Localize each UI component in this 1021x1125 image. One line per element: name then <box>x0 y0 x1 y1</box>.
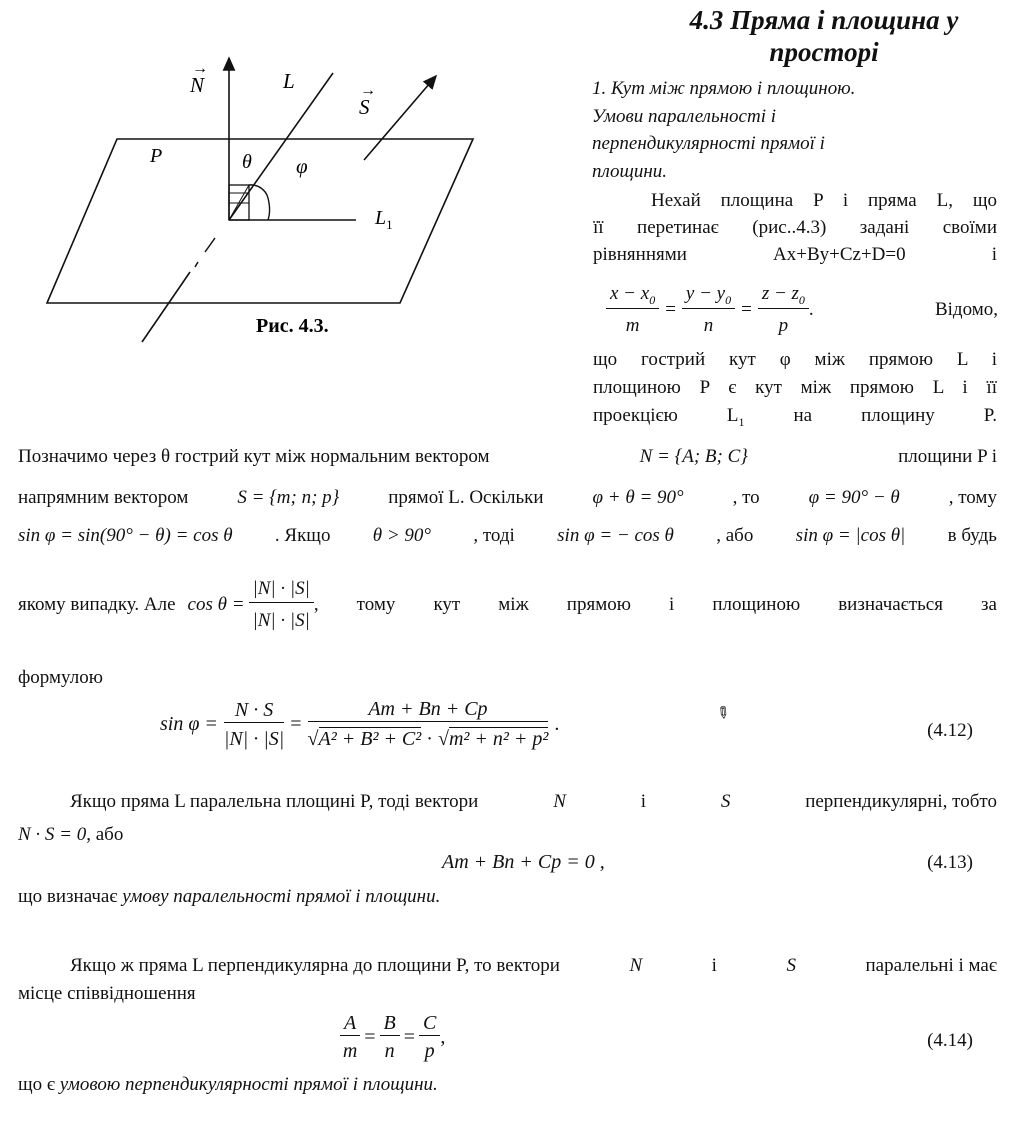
label-l1: $L_1$ <box>375 207 393 232</box>
plane-p <box>47 139 473 303</box>
para5: що є умовою перпендикулярності прямої і площини. <box>18 1074 438 1095</box>
section-title <box>650 4 998 68</box>
para1-line5: формулою <box>18 667 103 688</box>
frac-x: $\frac{x - x_0}{m}$ <box>606 283 659 337</box>
canonical-equation: $\frac{x - x_0}{m}$ = $\frac{y - y_0}{n}$ = $\frac{z - z_0}{p}$ . Відомо, <box>606 283 998 337</box>
subtitle-line: перпендикулярності прямої і <box>592 133 825 154</box>
figure-4-3 <box>0 40 560 360</box>
para3: що визначає умову паралельності прямої і площини. <box>18 886 441 907</box>
svg-text:→: → <box>192 60 208 77</box>
label-s: S <box>359 95 370 119</box>
right-column-text-2 <box>593 346 997 436</box>
subtitle-line: 1. Кут між прямою і площиною. <box>592 78 856 99</box>
label-l: L <box>283 69 295 93</box>
label-n: N <box>190 73 205 97</box>
frac-y: $\frac{y - y_0}{n}$ <box>682 283 735 337</box>
para1-line1: Позначимо через θ гострий кут між нормальним вектором N = {A; B; C} площини P і <box>18 446 997 467</box>
subtitle-line: площини. <box>592 160 668 182</box>
right-line-1: Нехай площина P і пряма L, що <box>651 190 997 211</box>
line-l-lower <box>205 238 215 252</box>
subtitle-line: Умови паралельності і <box>592 105 776 127</box>
section-title-line1: 4.3 Пряма і площина у <box>689 5 959 35</box>
right-line-2: її перетинає (рис..4.3) задані своїми <box>593 217 997 238</box>
equation-4-13: Am + Bn + Cp = 0 , <box>442 851 605 873</box>
eq412-frac1: $\frac{N \cdot S}{|N| \cdot |S|}$ <box>223 698 285 750</box>
equation-4-12: sin φ = $\frac{N \cdot S}{|N| \cdot |S|}$ = $\frac{Am + Bn + Cp}{\text{√A² + B² + C² · √m² + n² + p²}}$ . <box>160 698 560 750</box>
equation-tail: Відомо, <box>934 298 998 320</box>
frac-z: $\frac{z - z_0}{p}$ <box>758 283 809 337</box>
section-title-line2: просторі <box>769 37 879 67</box>
right-column-text <box>593 187 997 268</box>
right-line-3: рівняннями Ax+By+Cz+D=0 і <box>593 244 997 265</box>
para1-line4: якому випадку. Але cos θ = $\frac{|N| \cdot |S|}{|N| \cdot |S|}$ , тому кут між прямою і площиною визначається за <box>18 575 997 634</box>
para4-line1: Якщо ж пряма L перпендикулярна до площини P, то вектори N і S паралельні і має <box>70 955 997 976</box>
eq-number-4-14: (4.14) <box>927 1030 973 1051</box>
right-line-5: що гострий кут φ між прямою L і <box>593 349 997 370</box>
eq-number-4-12: (4.12) <box>927 720 973 741</box>
figure-caption: Рис. 4.3. <box>256 315 329 337</box>
label-p: P <box>150 145 163 167</box>
para4-line2: місце співвідношення <box>18 983 196 1004</box>
para2-line2: N · S = 0, або <box>18 824 124 845</box>
right-line-6: площиною P є кут між прямою L і її <box>593 377 997 398</box>
eq-number-4-13: (4.13) <box>927 852 973 873</box>
para1-line3: sin φ = sin(90° − θ) = cos θ . Якщо θ > 90° , тоді sin φ = − cos θ , або sin φ = |cos θ| в будь <box>18 525 997 546</box>
eq412-frac2: $\frac{Am + Bn + Cp}{\text{√A² + B² + C² · √m² + n² + p²}}$ <box>307 698 549 750</box>
subtitle <box>592 75 992 185</box>
cos-fraction: $\frac{|N| \cdot |S|}{|N| \cdot |S|}$ <box>249 575 314 634</box>
right-line-7: проекцією $L_1$ на площину P. <box>593 405 997 429</box>
para2-line1: Якщо пряма L паралельна площині P, тоді вектори N і S перпендикулярні, тобто <box>70 791 997 812</box>
equation-4-14: $\frac{A}{m}$ = $\frac{B}{n}$ = $\frac{C}{p}$ , <box>340 1012 445 1063</box>
label-phi: φ <box>296 154 308 178</box>
line-l <box>229 73 333 220</box>
ink-mark: ✎ <box>711 702 733 725</box>
para1-line2: напрямним вектором S = {m; n; p} прямої L. Оскільки φ + θ = 90° , то φ = 90° − θ , тому <box>18 487 997 508</box>
svg-text:→: → <box>360 82 376 99</box>
angle-arc <box>249 185 270 220</box>
label-theta: θ <box>242 151 252 173</box>
